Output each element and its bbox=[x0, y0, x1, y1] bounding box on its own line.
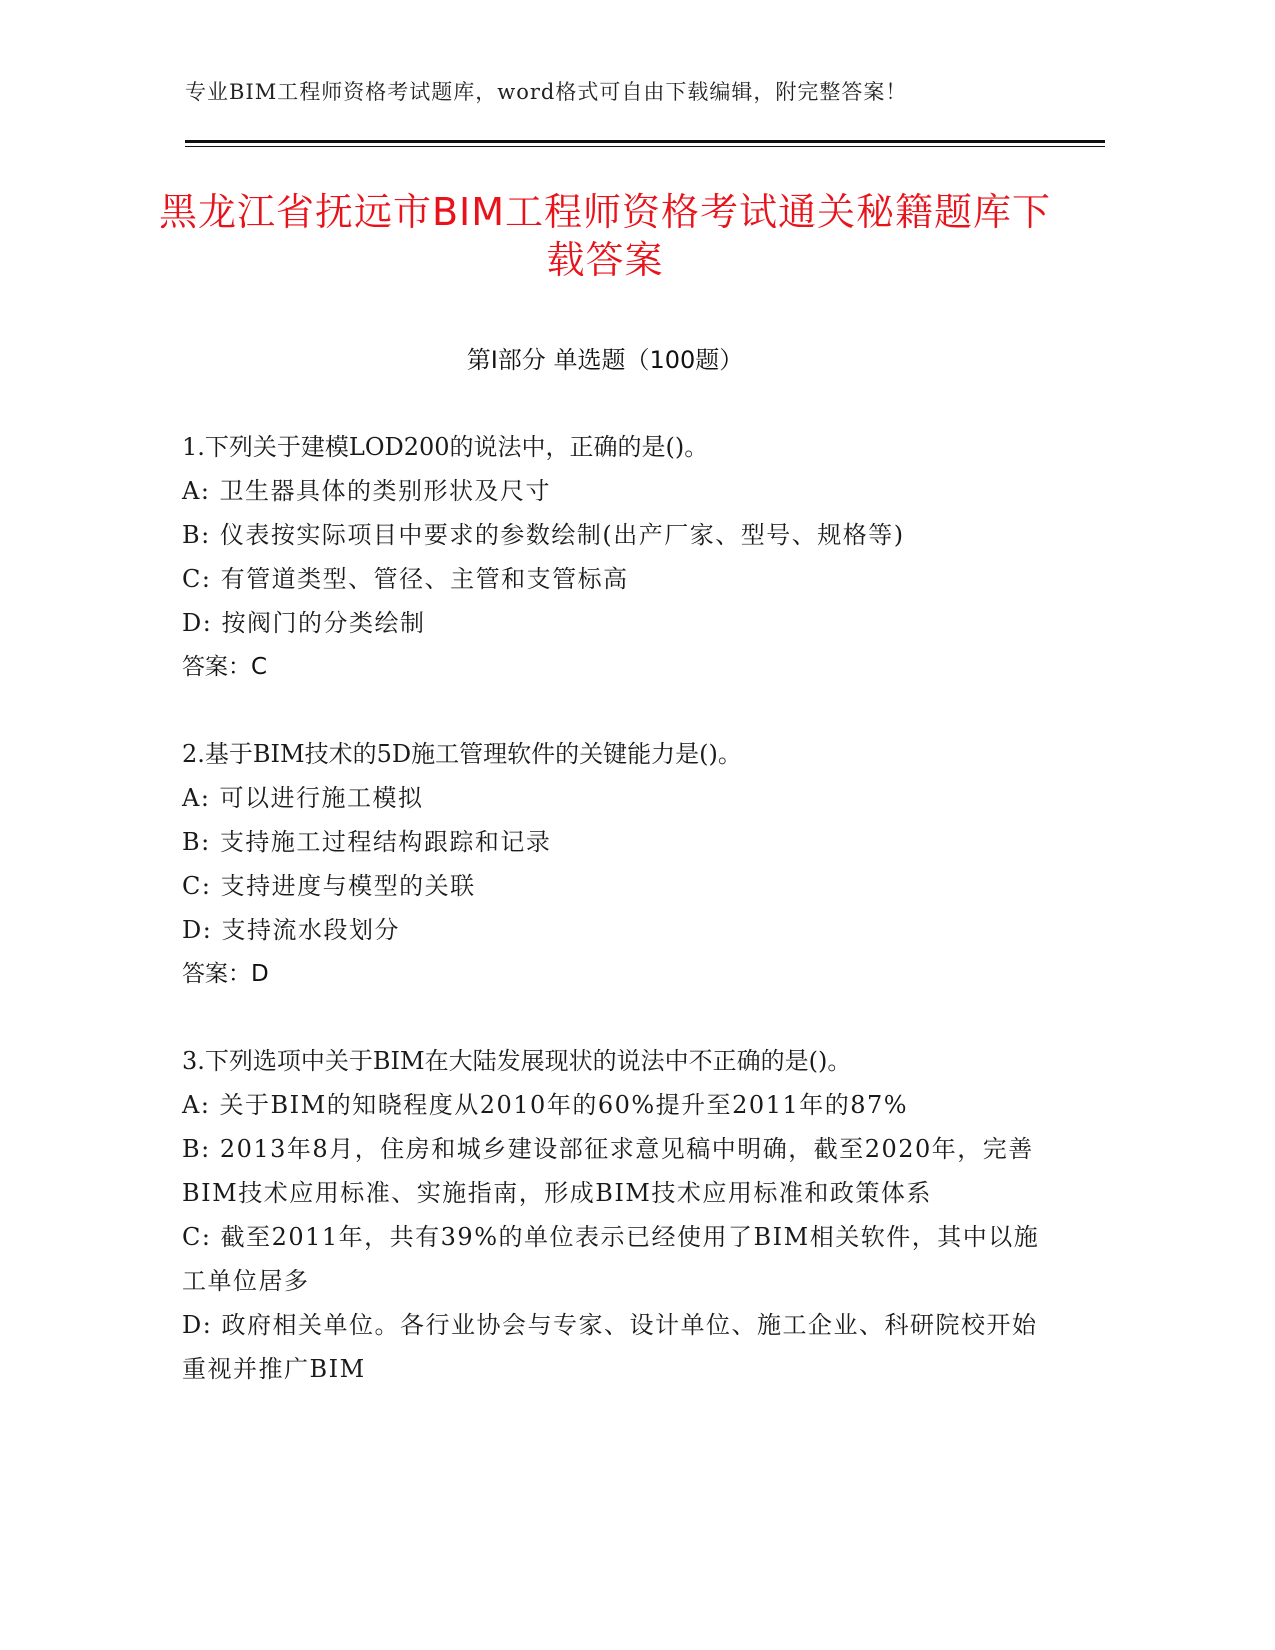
header-note: 专业BIM工程师资格考试题库，word格式可自由下载编辑，附完整答案！ bbox=[185, 80, 908, 104]
question-1 bbox=[182, 425, 1042, 689]
question-3 bbox=[182, 1039, 1042, 1391]
question-stem: 2.基于BIM技术的5D施工管理软件的关键能力是()。 bbox=[182, 740, 742, 768]
document-title: 黑龙江省抚远市BIM工程师资格考试通关秘籍题库下载答案 bbox=[158, 190, 1052, 282]
option-b: B: 2013年8月，住房和城乡建设部征求意见稿中明确，截至2020年，完善BIM技术应用标准、实施指南，形成BIM技术应用标准和政策体系 bbox=[182, 1135, 1034, 1207]
option-b: B: 支持施工过程结构跟踪和记录 bbox=[182, 828, 552, 856]
option-b: B: 仪表按实际项目中要求的参数绘制(出产厂家、型号、规格等) bbox=[182, 521, 905, 549]
question-list bbox=[182, 425, 1042, 1391]
question-stem: 1.下列关于建模LOD200的说法中，正确的是()。 bbox=[182, 433, 709, 461]
header-rule-thick bbox=[185, 140, 1105, 143]
option-a: A: 关于BIM的知晓程度从2010年的60%提升至2011年的87% bbox=[182, 1091, 909, 1119]
option-c: C: 截至2011年，共有39%的单位表示已经使用了BIM相关软件，其中以施工单位居多 bbox=[182, 1223, 1040, 1295]
option-a: A: 可以进行施工模拟 bbox=[182, 784, 424, 812]
section-heading: 第Ⅰ部分 单选题（100题） bbox=[466, 346, 744, 374]
option-d: D: 支持流水段划分 bbox=[182, 916, 400, 944]
question-gap bbox=[182, 689, 1042, 732]
option-d: D: 政府相关单位。各行业协会与专家、设计单位、施工企业、科研院校开始重视并推广BIM bbox=[182, 1311, 1038, 1383]
option-c: C: 支持进度与模型的关联 bbox=[182, 872, 476, 900]
option-d: D: 按阀门的分类绘制 bbox=[182, 609, 426, 637]
option-c: C: 有管道类型、管径、主管和支管标高 bbox=[182, 565, 629, 593]
header-rule-thin bbox=[185, 146, 1105, 147]
answer: 答案：D bbox=[182, 961, 269, 987]
answer: 答案：C bbox=[182, 654, 268, 680]
question-2 bbox=[182, 732, 1042, 996]
option-a: A: 卫生器具体的类别形状及尺寸 bbox=[182, 477, 552, 505]
question-gap bbox=[182, 996, 1042, 1039]
question-stem: 3.下列选项中关于BIM在大陆发展现状的说法中不正确的是()。 bbox=[182, 1047, 852, 1075]
